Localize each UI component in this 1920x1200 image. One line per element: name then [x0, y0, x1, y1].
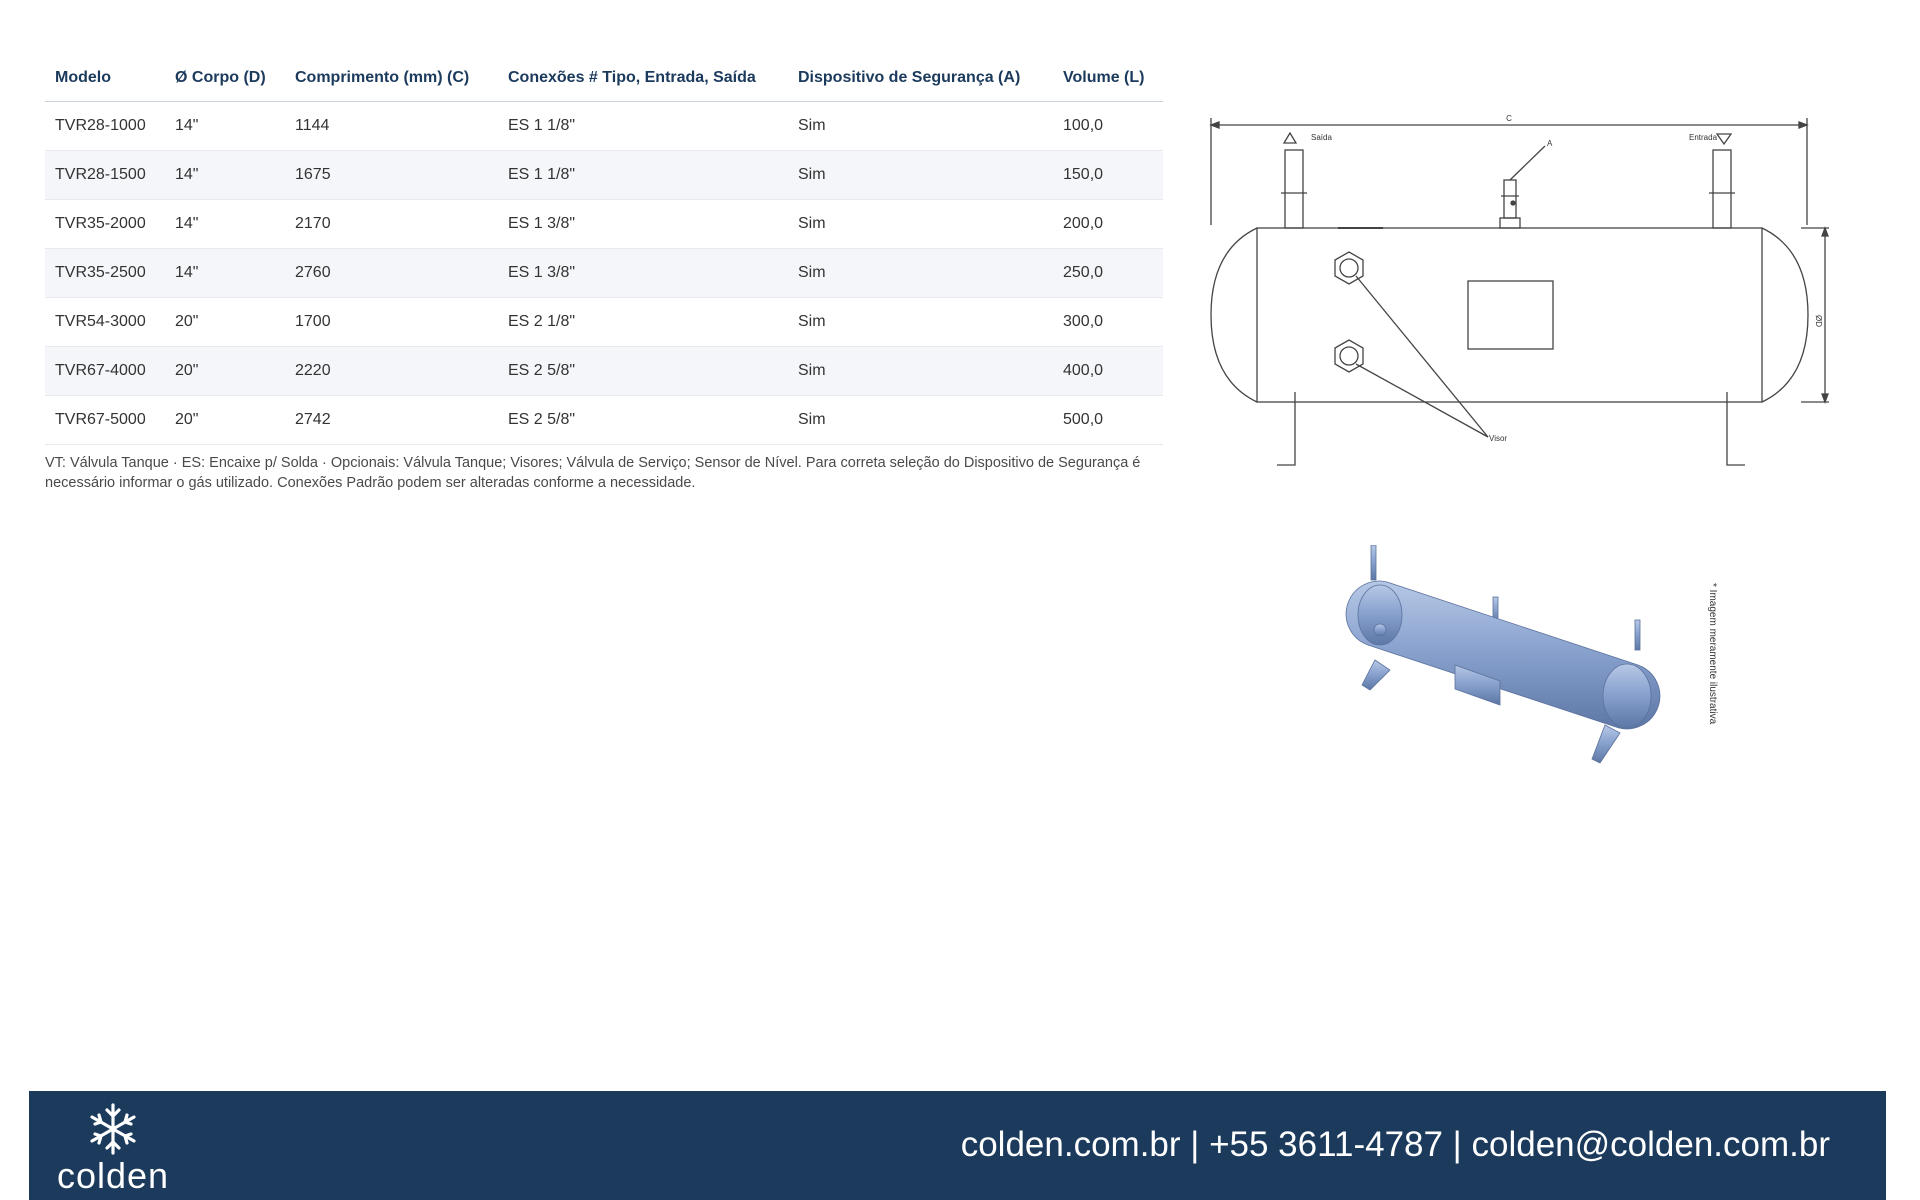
table-row [45, 102, 1163, 151]
cell-diameter: 14" [165, 151, 285, 200]
table-header-row [45, 55, 1163, 102]
cell-volume: 150,0 [1053, 151, 1163, 200]
cell-length: 2170 [285, 200, 498, 249]
cell-diameter: 14" [165, 102, 285, 151]
table-row [45, 249, 1163, 298]
cell-volume: 500,0 [1053, 396, 1163, 445]
tank-3d-render-image [1320, 545, 1720, 770]
cell-modelo: TVR35-2500 [45, 249, 165, 298]
footer-bar [29, 1091, 1886, 1200]
cell-connections: ES 1 1/8" [498, 102, 788, 151]
cell-safety-device: Sim [788, 151, 1053, 200]
cell-connections: ES 2 1/8" [498, 298, 788, 347]
column-header-connections: Conexões # Tipo, Entrada, Saída [498, 55, 788, 102]
cell-diameter: 14" [165, 249, 285, 298]
cell-modelo: TVR67-4000 [45, 347, 165, 396]
table-row [45, 151, 1163, 200]
cell-modelo: TVR67-5000 [45, 396, 165, 445]
cell-safety-device: Sim [788, 396, 1053, 445]
cell-volume: 300,0 [1053, 298, 1163, 347]
cell-safety-device: Sim [788, 200, 1053, 249]
tank-technical-drawing [1205, 110, 1845, 480]
column-header-length: Comprimento (mm) (C) [285, 55, 498, 102]
cell-length: 2760 [285, 249, 498, 298]
cell-modelo: TVR28-1000 [45, 102, 165, 151]
cell-safety-device: Sim [788, 298, 1053, 347]
table-row [45, 396, 1163, 445]
cell-modelo: TVR35-2000 [45, 200, 165, 249]
cell-volume: 200,0 [1053, 200, 1163, 249]
table-row [45, 347, 1163, 396]
cell-modelo: TVR54-3000 [45, 298, 165, 347]
cell-connections: ES 2 5/8" [498, 347, 788, 396]
cell-length: 2742 [285, 396, 498, 445]
dimension-label-d: ØD [1814, 315, 1823, 327]
column-header-volume: Volume (L) [1053, 55, 1163, 102]
table-row [45, 200, 1163, 249]
contact-info: colden.com.br | +55 3611-4787 | colden@colden.com.br [960, 1125, 1830, 1164]
logo-wordmark: colden [56, 1155, 170, 1196]
cell-length: 1675 [285, 151, 498, 200]
specifications-table [45, 55, 1163, 445]
sight-glass-label: Visor [1489, 434, 1508, 443]
cell-volume: 400,0 [1053, 347, 1163, 396]
illustrative-image-disclaimer: * Imagem meramente ilustrativa [1707, 583, 1718, 725]
cell-safety-device: Sim [788, 347, 1053, 396]
cell-connections: ES 1 1/8" [498, 151, 788, 200]
cell-modelo: TVR28-1500 [45, 151, 165, 200]
colden-logo [55, 1099, 171, 1195]
cell-diameter: 20" [165, 396, 285, 445]
dimension-label-c: C [1506, 114, 1512, 123]
table-footnote: VT: Válvula Tanque · ES: Encaixe p/ Solda · Opcionais: Válvula Tanque; Visores; Válvula de Serviço; Sensor de Nível. Para correta seleção do Dispositivo de Segurança é necessário informar o gás utilizado. Conexões Padrão podem ser alteradas conforme a necessidade. [45, 455, 1141, 491]
snowflake-icon [55, 1099, 171, 1159]
cell-safety-device: Sim [788, 102, 1053, 151]
cell-length: 1144 [285, 102, 498, 151]
column-header-safety-device: Dispositivo de Segurança (A) [788, 55, 1053, 102]
cell-diameter: 20" [165, 347, 285, 396]
cell-safety-device: Sim [788, 249, 1053, 298]
cell-length: 2220 [285, 347, 498, 396]
outlet-label: Saída [1311, 133, 1332, 142]
column-header-modelo: Modelo [45, 55, 165, 102]
cell-connections: ES 2 5/8" [498, 396, 788, 445]
cell-length: 1700 [285, 298, 498, 347]
inlet-label: Entrada [1689, 133, 1718, 142]
cell-diameter: 14" [165, 200, 285, 249]
cell-connections: ES 1 3/8" [498, 249, 788, 298]
safety-valve-label: A [1547, 139, 1553, 148]
cell-connections: ES 1 3/8" [498, 200, 788, 249]
cell-volume: 100,0 [1053, 102, 1163, 151]
cell-volume: 250,0 [1053, 249, 1163, 298]
table-row [45, 298, 1163, 347]
column-header-diameter: Ø Corpo (D) [165, 55, 285, 102]
cell-diameter: 20" [165, 298, 285, 347]
